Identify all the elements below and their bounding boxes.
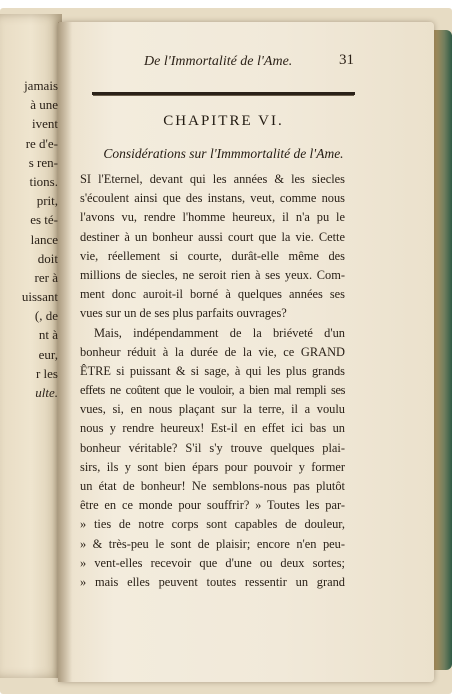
body-line: » mais elles peuvent toutes ressentir un grand (80, 574, 345, 589)
left-page-line: doit (37, 250, 58, 266)
chapter-subtitle: Considérations sur l'Immmortalité de l'Ame. (103, 146, 344, 161)
left-page-line: à une (30, 97, 58, 113)
body-line: un état de bonheur! Ne semblons-nous pas plutôt (80, 479, 345, 493)
chapter-title: CHAPITRE VI. (163, 113, 284, 129)
body-line: destiner à un bonheur aussi court que la vie. Cette (80, 229, 345, 244)
left-page-line: ivent (32, 116, 58, 132)
body-line: » vent-elles recevoir que d'une ou deux sortes; (80, 555, 345, 570)
left-page-line: lance (30, 231, 58, 247)
page-gutter-shadow (58, 22, 72, 682)
body-line: sirs, ils y sont bien épars pour pouvoir y former (80, 459, 345, 474)
body-text (80, 170, 345, 592)
left-page-line: prit, (36, 193, 58, 209)
left-page-line: nt à (38, 327, 58, 343)
left-page-line: (, de (34, 308, 58, 324)
body-line: être en ce monde pour souffrir? » Toutes les par- (80, 498, 345, 513)
body-line: vues sur un de ses plus parfaits ouvrages? (80, 306, 287, 321)
page-number: 31 (339, 52, 354, 68)
body-line: ment donc auroit-il borné à quelques années ses (80, 287, 345, 302)
body-line: vie, réellement si courte, durât-elle même des (80, 248, 345, 263)
header-rule (92, 92, 355, 95)
left-page (0, 14, 62, 678)
left-page-line: s ren- (28, 154, 58, 170)
body-line: nous y rendre heureux! Est-il en effet ici bas un (80, 421, 345, 436)
body-line: s'écoulent ainsi que des instans, veut, comme nous (80, 191, 345, 206)
body-line: vues, si, en nous plaçant sur la terre, il a voulu (80, 402, 345, 417)
left-page-line: es té- (30, 212, 58, 228)
body-line: bonheur véritable? S'il s'y trouve quelques plai- (80, 440, 345, 455)
body-line: l'avons vu, rendre l'homme heureux, il n'a pu le (80, 210, 345, 225)
body-line: » ties de notre corps sont capables de douleur, (80, 517, 345, 532)
body-line: effets ne coûtent que le vouloir, a bien mal rempli ses (80, 383, 345, 398)
body-line: millions de siecles, ne seroit rien à ses yeux. Com- (80, 267, 345, 282)
left-page-line: tions. (29, 173, 58, 189)
body-line: bonheur réduit à la durée de la vie, ce GRAND (80, 344, 345, 359)
left-page-line: re d'e- (25, 135, 58, 151)
left-page-line: ulte. (35, 385, 58, 400)
running-head: De l'Immortalité de l'Ame. (144, 54, 293, 69)
left-page-line: eur, (38, 346, 58, 362)
left-page-line: r les (35, 365, 58, 381)
left-page-line: rer à (34, 269, 58, 285)
body-line: SI l'Eternel, devant qui les années & les siecles (80, 172, 345, 186)
body-line: » & très-peu le sont de plaisir; encore n'en peu- (80, 536, 345, 551)
body-line: Mais, indépendamment de la briéveté d'un (94, 325, 345, 340)
left-page-text (2, 76, 58, 402)
left-page-line: uissant (21, 289, 58, 305)
body-line: ÊTRE si puissant & si sage, à qui les plus grands (80, 363, 345, 378)
left-page-line: jamais (24, 78, 58, 93)
